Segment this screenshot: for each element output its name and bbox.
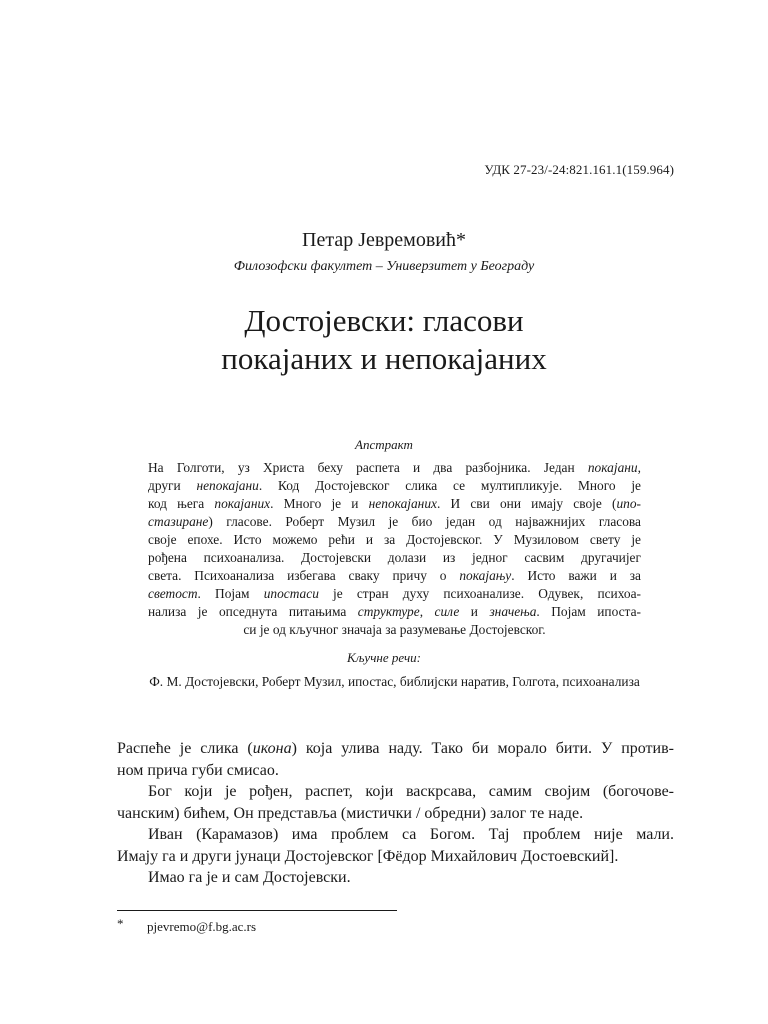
keywords-heading: Кључне речи: [346,650,422,665]
italic-term: значења [489,604,537,619]
italic-term: непокајаних [368,496,437,511]
text-run: . И сви они имају своје ( [436,496,617,511]
body-line [117,867,674,889]
abstract-body [148,459,641,639]
text-run: Имају га и други јунаци Достојевског [Фёдор Михайлович Достоевский]. [117,847,619,865]
footnote-rule [117,910,397,911]
italic-term: стазиране [148,514,209,529]
abstract-line [148,603,641,621]
text-run: нализа је опседнута питањима [148,604,358,619]
italic-term: ипостаси [263,586,319,601]
udc-code: УДК 27-23/-24:821.161.1(159.964) [484,162,674,177]
text-run: . Исто важи и за [511,568,641,583]
italic-term: покајању [459,568,512,583]
text-run: је стран духу психоанализе. Одувек, психоа- [318,586,641,601]
footnote-email[interactable]: pjevremo@f.bg.ac.rs [147,919,257,934]
body-line [117,738,674,760]
text-run: ) гласове. Роберт Музил је био један од најважнијих гласова [208,514,641,529]
text-run: . Појам [197,586,264,601]
text-run: рођена психоанализа. Достојевски долази из једног сасвим другачијег [148,550,641,565]
text-run: своје епохе. Исто можемо рећи и за Достојевског. У Музиловом свету је [148,532,641,547]
italic-term: силе [434,604,460,619]
text-run: , [637,460,641,475]
abstract-line [148,621,641,639]
abstract-line [148,531,641,549]
text-run: си је од кључног значаја за разумевање Достојевског. [243,622,546,637]
footnote-mark: * [117,916,124,931]
title-line: покајаних и непокајаних [221,341,547,376]
body-line [117,846,674,868]
abstract-line [148,459,641,477]
text-run: , [419,604,435,619]
text-run: света. Психоанализа избегава сваку причу о [148,568,460,583]
abstract-line [148,513,641,531]
text-run: ном прича губи смисао. [117,761,279,779]
abstract-line [148,549,641,567]
title-line: Достојевски: гласови [244,303,524,338]
text-run: Имао га је и сам Достојевски. [148,869,351,886]
author-affiliation: Филозофски факултет – Универзитет у Београду [233,259,535,274]
italic-term: ипо- [616,496,641,511]
abstract-line [148,585,641,603]
italic-term: структуре [357,604,420,619]
body-line [117,824,674,846]
author-name: Петар Јевремовић* [302,229,466,251]
italic-term: светост [148,586,198,601]
body-text [117,738,674,889]
text-run: и [459,604,490,619]
text-run: други [148,478,197,493]
text-run: . Појам ипоста- [536,604,641,619]
text-run: ) која улива наду. Тако би морало бити. У против- [291,740,674,757]
body-line [117,781,674,803]
keywords-list: Ф. М. Достојевски, Роберт Музил, ипостас, библијски наратив, Голгота, психоанализа [149,674,640,689]
text-run: код њега [148,496,215,511]
italic-term: покајаних [214,496,271,511]
text-run: . Код Достојевског слика се мултипликује. Много је [258,478,641,493]
italic-term: икона [252,740,292,757]
abstract-line [148,477,641,495]
body-line [117,760,674,782]
text-run: Иван (Карамазов) има проблем са Богом. Тај проблем није мали. [148,826,674,843]
abstract-heading: Апстракт [355,437,413,452]
text-run: Распеће је слика ( [117,740,253,757]
abstract-line [148,567,641,585]
body-line [117,803,674,825]
text-run: На Голготи, уз Христа беху распета и два разбојника. Један [148,460,588,475]
article-title [0,302,768,378]
text-run: чанским) бићем, Он представља (мистички / обредни) залог те наде. [117,804,584,822]
text-run: Бог који је рођен, распет, који васкрсава, самим својим (богочове- [148,783,674,800]
footnote [117,916,257,935]
text-run: . Много је и [270,496,369,511]
italic-term: покајани [587,460,638,475]
italic-term: непокајани [196,478,259,493]
abstract-line [148,495,641,513]
